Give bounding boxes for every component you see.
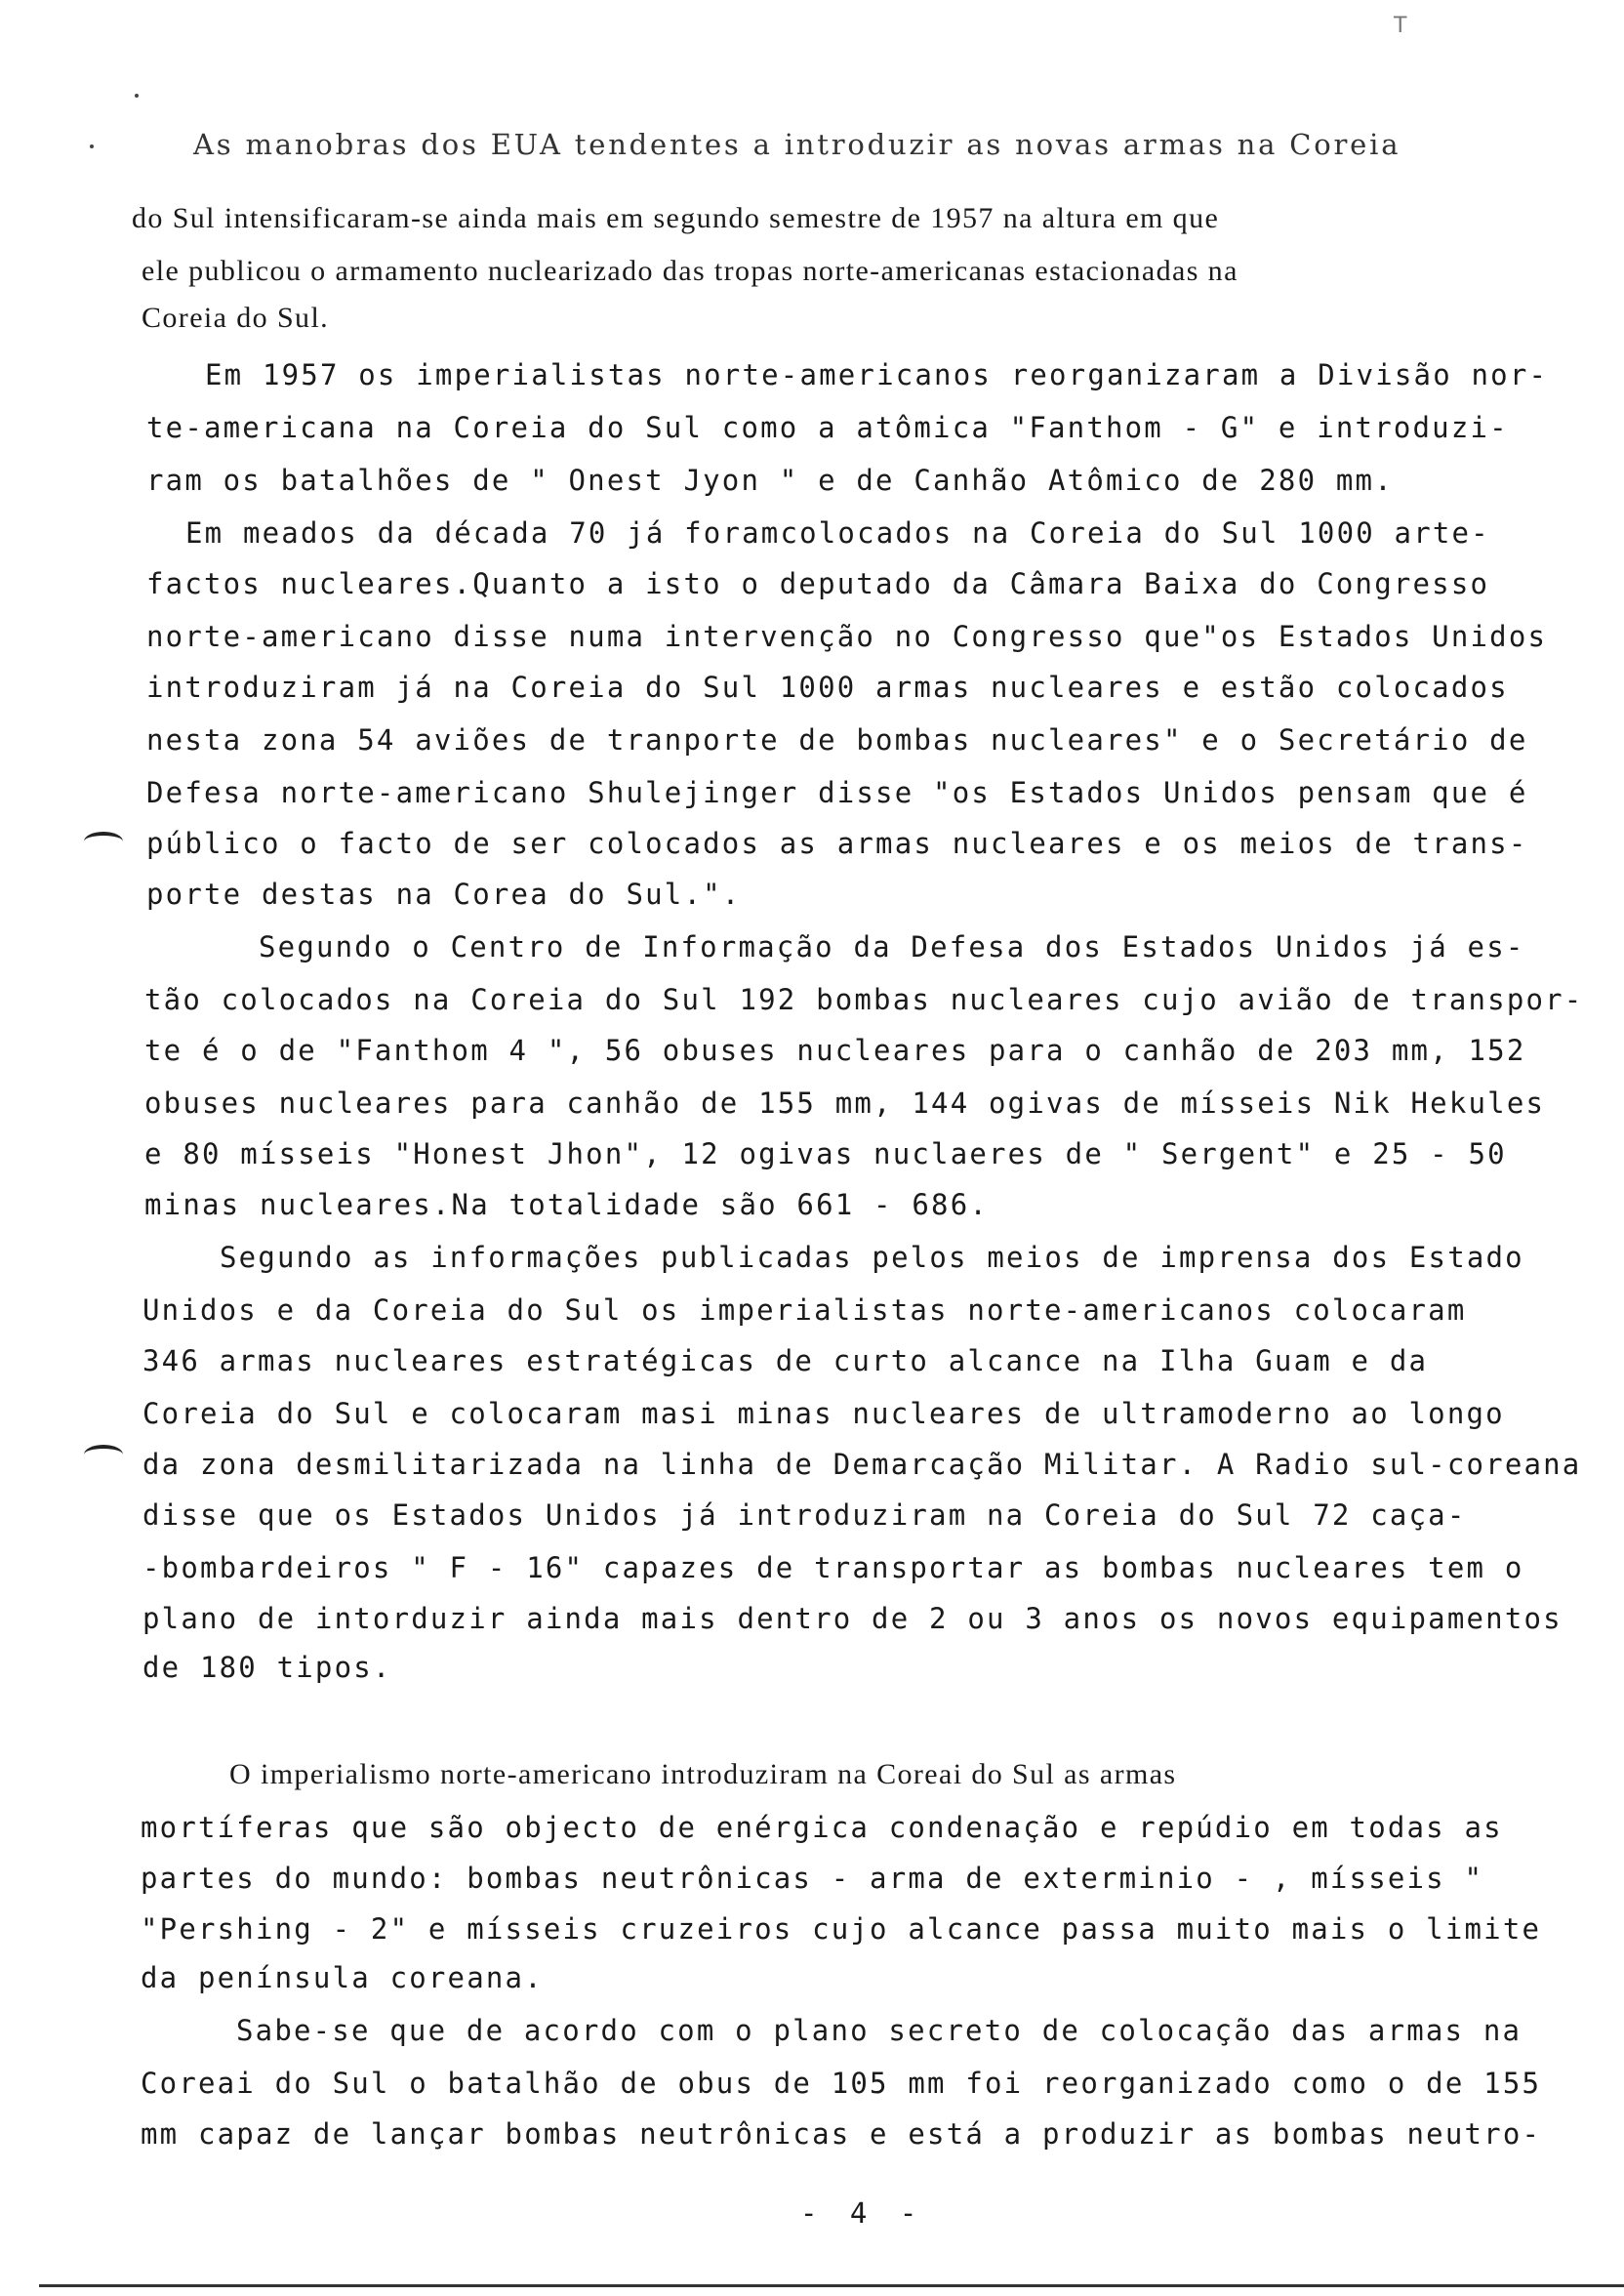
text-line: público o facto de ser colocados as armas nucleares e os meios de trans- [146,827,1528,860]
text-line: do Sul intensificaram-se ainda mais em segundo semestre de 1957 na altura em que [132,202,1220,234]
text-line: plano de intorduzir ainda mais dentro de 2 ou 3 anos os novos equipamentos [142,1602,1563,1635]
text-line: partes do mundo: bombas neutrônicas - arma de exterminio - , mísseis " [141,1862,1484,1895]
text-line: nesta zona 54 aviões de tranporte de bombas nucleares" e o Secretário de [146,723,1528,757]
margin-mark [84,832,123,851]
text-line: Coreai do Sul o batalhão de obus de 105 mm foi reorganizado como o de 155 [141,2067,1542,2100]
text-line: Defesa norte-americano Shulejinger disse "os Estados Unidos pensam que é [146,776,1528,809]
text-line: te é o de "Fanthom 4 ", 56 obuses nucleares para o canhão de 203 mm, 152 [144,1034,1526,1067]
margin-mark [84,1445,123,1464]
text-line: disse que os Estados Unidos já introduziram na Coreia do Sul 72 caça- [142,1498,1467,1532]
text-line: Unidos e da Coreia do Sul os imperialistas norte-americanos colocaram [142,1293,1467,1327]
text-line: tão colocados na Coreia do Sul 192 bombas nucleares cujo avião de transpor- [144,983,1584,1016]
text-line: da península coreana. [141,1961,544,1994]
corner-mark: T [1394,14,1407,38]
text-line: O imperialismo norte-americano introduziram na Coreai do Sul as armas [229,1758,1177,1790]
text-line: e 80 mísseis "Honest Jhon", 12 ogivas nuclaeres de " Sergent" e 25 - 50 [144,1137,1507,1170]
text-line: factos nucleares.Quanto a isto o deputado da Câmara Baixa do Congresso [146,567,1490,600]
text-line: Coreia do Sul e colocaram masi minas nucleares de ultramoderno ao longo [142,1397,1505,1430]
text-line: Coreia do Sul. [142,302,330,334]
text-line: -bombardeiros " F - 16" capazes de transportar as bombas nucleares tem o [142,1551,1524,1584]
text-line: ram os batalhões de " Onest Jyon " e de Canhão Atômico de 280 mm. [146,464,1394,497]
text-line: Sabe-se que de acordo com o plano secreto de colocação das armas na [236,2014,1522,2047]
text-line: minas nucleares.Na totalidade são 661 - 686. [144,1188,990,1221]
text-line: norte-americano disse numa intervenção no Congresso que"os Estados Unidos [146,620,1548,653]
stray-dot [90,144,94,148]
text-line: de 180 tipos. [142,1651,392,1684]
stray-dot [135,94,139,98]
text-line: da zona desmilitarizada na linha de Demarcação Militar. A Radio sul-coreana [142,1448,1582,1481]
text-line: Segundo o Centro de Informação da Defesa dos Estados Unidos já es- [259,930,1525,964]
text-line: obuses nucleares para canhão de 155 mm, 144 ogivas de mísseis Nik Hekules [144,1086,1546,1120]
text-line: porte destas na Corea do Sul.". [146,878,742,911]
page-number: - 4 - [800,2196,925,2230]
text-line: mortíferas que são objecto de enérgica condenação e repúdio em todas as [141,1811,1503,1844]
text-line: te-americana na Coreia do Sul como a atômica "Fanthom - G" e introduzi- [146,411,1509,444]
text-line: "Pershing - 2" e mísseis cruzeiros cujo alcance passa muito mais o limite [141,1912,1542,1946]
text-line: 346 armas nucleares estratégicas de curto alcance na Ilha Guam e da [142,1344,1429,1377]
text-line: ele publicou o armamento nuclearizado das tropas norte-americanas estacionadas na [142,255,1238,287]
bottom-rule [39,2284,1624,2287]
text-line: introduziram já na Coreia do Sul 1000 armas nucleares e estão colocados [146,671,1509,704]
text-line: As manobras dos EUA tendentes a introduzir as novas armas na Coreia [193,128,1401,161]
text-line: Em 1957 os imperialistas norte-americanos reorganizaram a Divisão nor- [205,358,1549,391]
text-line: Em meados da década 70 já foramcolocados na Coreia do Sul 1000 arte- [185,516,1490,550]
text-line: mm capaz de lançar bombas neutrônicas e está a produzir as bombas neutro- [141,2117,1542,2151]
text-line: Segundo as informações publicadas pelos meios de imprensa dos Estado [220,1241,1524,1274]
